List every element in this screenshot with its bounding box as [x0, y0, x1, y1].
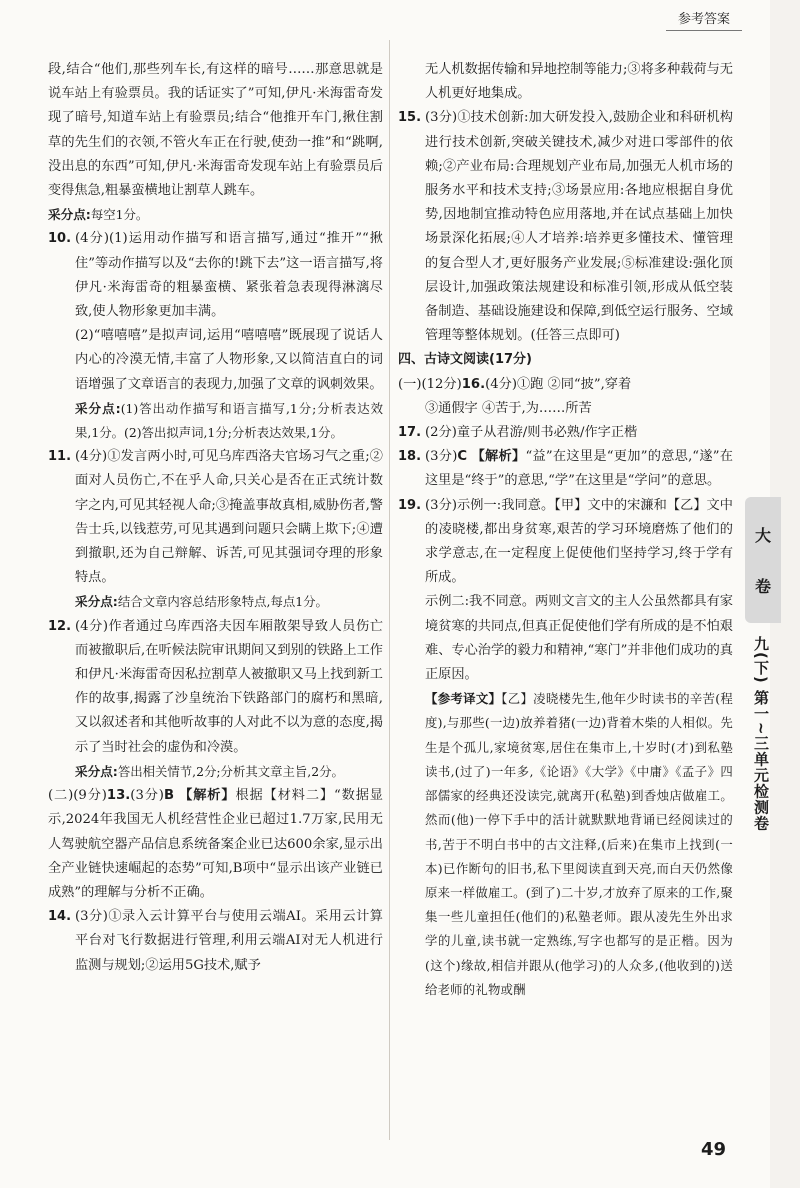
question-number: 15.	[398, 110, 422, 126]
question-16	[398, 373, 733, 397]
answer-text: (4分)①发言两小时,可见乌库西洛夫官场习气之重;②面对人员伤亡,不在乎人命,只关心是否在正式统计数字之内,可见其轻视人命;③掩盖事故真相,威胁伤者,警告士兵,以钱惹劳,可见其遇到问题只会瞒上欺下;④遭到撤职,还为自己辩解、诉苦,可见其强词夺理的形象特点。	[75, 449, 383, 586]
group-prefix: (二)(9分)	[48, 788, 107, 804]
answer-text: (4分)①跑 ②同“披”,穿着	[485, 376, 632, 392]
scoring-text: 结合文章内容总结形象特点,每点1分。	[117, 594, 328, 610]
answer-text: (2分)童子从君游/则书必熟/作字正楷	[425, 425, 638, 441]
answer-text	[425, 445, 733, 493]
page-header: 参考答案	[678, 8, 730, 27]
scoring-label: 采分点:	[75, 763, 118, 779]
question-score: (3分)	[425, 449, 458, 465]
question-number: 14.	[48, 909, 72, 925]
scoring-note	[75, 590, 383, 614]
scoring-text: 每空1分。	[90, 207, 149, 223]
scoring-label: 采分点:	[75, 400, 121, 416]
side-tab-char: 大	[754, 526, 771, 545]
question-17	[398, 421, 733, 445]
question-14	[48, 905, 383, 978]
page-number: 49	[700, 1139, 726, 1160]
section-heading: 四、古诗文阅读(17分)	[398, 352, 532, 368]
side-tab-char: 卷	[754, 577, 771, 596]
scoring-note	[75, 760, 383, 784]
question-number: 10.	[48, 231, 72, 247]
answer-text: (3分)①技术创新:加大研发投入,鼓励企业和科研机构进行技术创新,突破关键技术,减少对进口零部件的依赖;②产业布局:合理规划产业布局,加强无人机市场的服务水平和技术支持;③场景应用:各地应根据自身优势,因地制宜推动特色应用落地,并在试点基础上加快场景深化拓展;④人才培养:培养更多懂技术、懂管理的复合型人才,更好服务产业发展;⑤标准建设:强化顶层设计,加强政策法规建设和标准引领,形成从低空装备制造、基础设施建设和保障,到低空运行服务、空域管理等整体规划。(任答三点即可)	[425, 110, 733, 344]
answer-text: 示例二:我不同意。两则文言文的主人公虽然都具有家境贫寒的共同点,但真正促使他们学有所成的是不怕艰难、专心治学的毅力和精神,“寒门”并非他们成功的真正原因。	[425, 594, 733, 683]
answer-text: (4分)(1)运用动作描写和语言描写,通过“推开”“揪住”等动作描写以及“去你的!跳下去”这一语言描写,将伊凡·米海雷奇的粗暴蛮横、紧张着急表现得淋漓尽致,使人物形象更加丰满。	[75, 231, 383, 320]
right-column	[398, 58, 733, 1002]
answer-continued: 段,结合“他们,那些列车长,有这样的暗号……那意思就是说车站上有验票员。我的话证实了”可知,伊凡·米海雷奇发现了暗号,知道车站上有验票员;结合“他推开车门,揪住割草的先生们的衣领,不管火车正在行驶,使劲一推”和“跳啊,没出息的东西”可知,伊凡·米海雷奇发现车站上有验票员后变得焦急,粗暴蛮横地让割草人跳车。	[48, 62, 383, 199]
scoring-note	[48, 203, 383, 227]
scoring-label: 采分点:	[48, 207, 91, 223]
answer-text: ③通假字 ④苦于,为……所苦	[425, 400, 592, 416]
question-10	[48, 227, 383, 445]
analysis-text: “益”在这里是“更加”的意思,“遂”在这里是“终于”的意思,“学”在这里是“学问”的意思。	[425, 449, 733, 489]
question-15	[398, 106, 733, 348]
left-column	[48, 58, 383, 978]
question-13	[48, 784, 383, 905]
question-19	[398, 494, 733, 1002]
scoring-text: 答出相关情节,2分;分析其文章主旨,2分。	[117, 763, 344, 779]
question-12	[48, 615, 383, 784]
question-number: 17.	[398, 425, 422, 441]
question-number: 13.	[106, 788, 131, 804]
analysis-tag: 【解析】	[471, 449, 526, 465]
answer-text: (3分)示例一:我同意。【甲】文中的宋濂和【乙】文中的凌晓楼,都出身贫寒,艰苦的学习环境磨炼了他们的求学意志,在一定程度上促使他们坚持学习,终于学有所成。	[425, 497, 733, 586]
group-prefix: (一)(12分)	[398, 376, 462, 392]
question-number: 19.	[398, 497, 422, 513]
scoring-label: 采分点:	[75, 594, 118, 610]
answer-letter: C	[457, 449, 468, 465]
question-18	[398, 445, 733, 493]
answer-text: (4分)作者通过乌库西洛夫因车厢散架导致人员伤亡而被撤职后,在听候法院审讯期间又到别的铁路上工作和伊凡·米海雷奇因私拉割草人被撤职又马上找到新工作的故事,揭露了沙皇统治下铁路部门的腐朽和黑暗,又以叙述者和其他听故事的人对此不以为意的态度,揭示了当时社会的虚伪和冷漠。	[75, 618, 383, 755]
column-divider	[389, 40, 390, 1140]
question-11	[48, 445, 383, 614]
scoring-text: (1)答出动作描写和语言描写,1分;分析表达效果,1分。(2)答出拟声词,1分;分析表达效果,1分。	[75, 400, 383, 441]
reference-translation	[425, 687, 733, 1002]
answer-text: (2)“嘻嘻嘻”是拟声词,运用“嘻嘻嘻”既展现了说话人内心的冷漠无情,丰富了人物形象,又以简洁直白的词语增强了文章语言的表现力,加强了文章的讽刺效果。	[75, 328, 383, 392]
answer-continued: 无人机数据传输和异地控制等能力;③将多种载荷与无人机更好地集成。	[425, 62, 733, 102]
answer-text: (3分)①录入云计算平台与使用云端AI。采用云计算平台对飞行数据进行管理,利用云端AI对无人机进行监测与规划;②运用5G技术,赋予	[75, 909, 383, 973]
translation-tag: 【参考译文】	[425, 691, 502, 707]
question-number: 18.	[398, 449, 422, 465]
question-number: 16.	[461, 376, 486, 392]
scoring-note	[75, 397, 383, 445]
side-title: 九(下) 第一~三单元检测卷	[752, 636, 770, 832]
question-number: 12.	[48, 618, 72, 634]
side-tab	[745, 497, 781, 623]
answer-text: 根据【材料二】“数据显示,2024年我国无人机经营性企业已超过1.7万家,民用无人驾驶航空器产品信息系统备案企业已达600余家,显示出全产业链快速崛起的态势”可知,B项中“显示出该产业链已成熟”的理解与分析不正确。	[48, 788, 383, 900]
answer-letter: B	[163, 788, 175, 804]
analysis-tag: 【解析】	[179, 788, 236, 804]
translation-text: 【乙】凌晓楼先生,他年少时读书的辛苦(程度),与那些(一边)放养着猪(一边)背着木柴的人相似。先生是个孤儿,家境贫寒,居住在集市上,十岁时(才)到私塾读书,(过了)一年多,《论语》《大学》《中庸》《孟子》四部儒家的经典还没读完,就离开(私塾)到香烛店做雇工。然而(他)一停下手中的活计就默默地背诵已经阅读过的书,苦于不明白书中的古文注释,(后来)在集市上找到(一本)已作断句的旧书,私下里阅读直到天亮,而白天仍然像原来一样做雇工。(到了)二十岁,才放弃了原来的工作,聚集一些儿童担任(他们的)私塾老师。跟从凌先生外出求学的儿童,读书就一定熟练,写字也都写的是正楷。因为(这个)缘故,相信并跟从(他学习)的人众多,(他收到的)送给老师的礼物或酬	[425, 691, 733, 997]
question-number: 11.	[48, 449, 72, 465]
question-score: (3分)	[130, 788, 164, 804]
